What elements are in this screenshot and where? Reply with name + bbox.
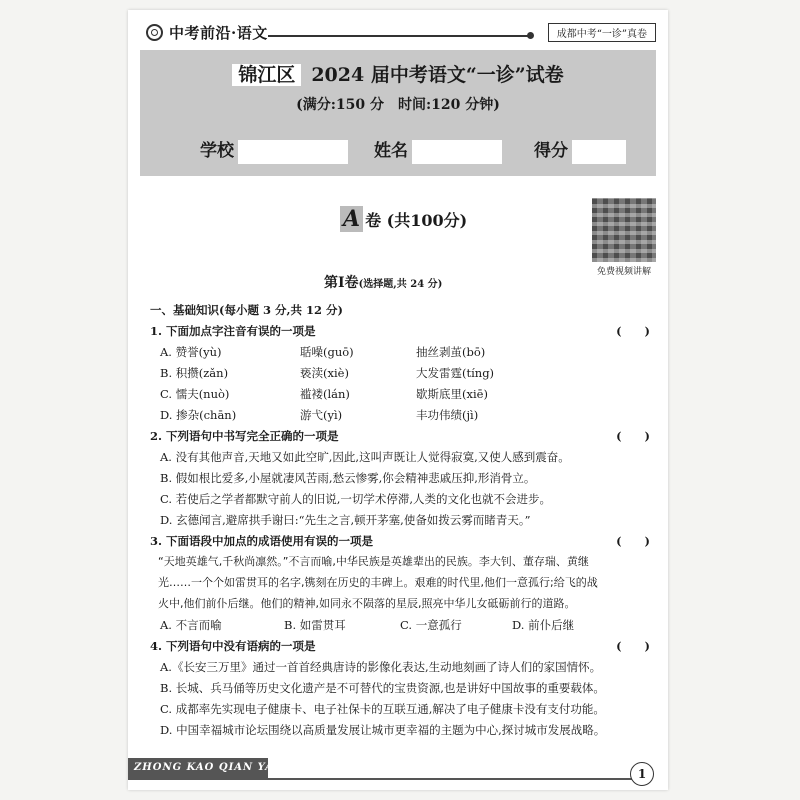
q1-row-b <box>150 363 650 384</box>
qr-code[interactable] <box>592 198 656 262</box>
q1-row-a <box>150 342 650 363</box>
q3-stem-text: 3. 下面语段中加点的成语使用有误的一项是 <box>150 534 374 548</box>
exam-title-text: 2024 届中考语文“一诊”试卷 <box>311 64 564 86</box>
footer-rule <box>268 778 638 780</box>
section-a-title <box>340 206 467 232</box>
part1-title <box>324 272 442 292</box>
exam-title <box>140 60 656 87</box>
q4-option-d: D. 中国幸福城市论坛围绕以高质量发展让城市更幸福的主题为中心,探讨城市发展战略。 <box>160 723 606 737</box>
q1-c-2: 褴褛(lán) <box>300 387 350 401</box>
q1-row-c <box>150 384 650 405</box>
q1-b-2: 亵渎(xiè) <box>300 366 349 380</box>
q4-option-c: C. 成都率先实现电子健康卡、电子社保卡的互联互通,解决了电子健康卡没有支付功能。 <box>160 702 605 716</box>
q4-stem-text: 4. 下列语句中没有语病的一项是 <box>150 639 316 653</box>
q1-row-d <box>150 405 650 426</box>
q1-d-2: 游弋(yì) <box>300 408 343 422</box>
part1-note: (选择题,共 24 分) <box>358 279 443 290</box>
q1-d-1: D. 掺杂(chān) <box>160 408 237 422</box>
q3-options <box>150 615 650 636</box>
series-title: 中考前沿·语文 <box>169 24 268 42</box>
q4-answer-paren[interactable]: ( ) <box>616 639 650 653</box>
questions <box>150 300 650 741</box>
q3-option-d: D. 前仆后继 <box>512 618 575 632</box>
q2-option-d: D. 玄德闻言,避席拱手谢曰:“先生之言,顿开茅塞,使备如拨云雾而睹青天。” <box>160 513 531 527</box>
section-a-label: 卷 (共100分) <box>365 211 468 230</box>
qr-caption: 免费视频讲解 <box>596 267 651 277</box>
q4-option-b: B. 长城、兵马俑等历史文化遗产是不可替代的宝贵资源,也是讲好中国故事的重要载体。 <box>160 681 605 695</box>
q1-stem-text: 1. 下面加点字注音有误的一项是 <box>150 324 316 338</box>
school-blank[interactable] <box>238 140 348 164</box>
q3-option-c: C. 一意孤行 <box>400 618 462 632</box>
q1-d-3: 丰功伟绩(jì) <box>416 408 479 422</box>
q3-option-a: A. 不言而喻 <box>160 618 222 632</box>
header-rule <box>268 35 530 37</box>
q2-stem-text: 2. 下列语句中书写完全正确的一项是 <box>150 429 339 443</box>
q1-a-1: A. 赞誉(yù) <box>160 345 222 359</box>
page-number: 1 <box>630 762 654 786</box>
q3-option-b: B. 如雷贯耳 <box>284 618 346 632</box>
header-tag: 成都中考“一诊”真卷 <box>548 23 656 42</box>
q3-passage-line-3: 火中,他们前仆后继。他们的精神,如同永不陨落的星辰,照亮中华儿女砥砺前行的道路。 <box>158 597 576 610</box>
school-field <box>200 136 348 164</box>
section1-title: 一、基础知识(每小题 3 分,共 12 分) <box>150 303 343 317</box>
q2-stem <box>150 426 650 447</box>
q4-stem <box>150 636 650 657</box>
q1-b-3: 大发雷霆(tíng) <box>416 366 495 380</box>
page-header <box>140 18 656 48</box>
name-label: 姓名 <box>374 141 408 161</box>
q1-c-1: C. 懦夫(nuò) <box>160 387 230 401</box>
exam-page <box>128 10 668 790</box>
q2-answer-paren[interactable]: ( ) <box>616 429 650 443</box>
part1-label: 第Ⅰ卷 <box>324 275 359 291</box>
q2-option-b: B. 假如根比爱多,小屋就凄风苦雨,愁云惨雾,你会精神悲戚压抑,形消骨立。 <box>160 471 536 485</box>
q1-a-2: 聒噪(guō) <box>300 345 354 359</box>
name-field <box>374 136 502 164</box>
q3-answer-paren[interactable]: ( ) <box>616 534 650 548</box>
q1-answer-paren[interactable]: ( ) <box>616 324 650 338</box>
target-icon <box>146 24 163 41</box>
footer-text: ZHONG KAO QIAN YAN <box>134 762 285 773</box>
district-label: 锦江区 <box>232 64 301 86</box>
score-field <box>534 136 626 164</box>
school-label: 学校 <box>200 141 234 161</box>
q1-c-3: 歇斯底里(xiē) <box>416 387 488 401</box>
q1-a-3: 抽丝剥茧(bō) <box>416 345 486 359</box>
q1-b-1: B. 积攒(zǎn) <box>160 366 229 380</box>
q4-option-a: A.《长安三万里》通过一首首经典唐诗的影像化表达,生动地刻画了诗人们的家国情怀。 <box>160 660 602 674</box>
q3-stem <box>150 531 650 552</box>
section-a-letter: A <box>340 206 363 232</box>
q1-stem <box>150 321 650 342</box>
title-banner <box>140 50 656 176</box>
exam-subtitle: (满分:150 分 时间:120 分钟) <box>296 97 500 113</box>
footer-banner <box>128 758 285 780</box>
q2-option-c: C. 若使后之学者都默守前人的旧说,一切学术停滞,人类的文化也就不会进步。 <box>160 492 552 506</box>
name-blank[interactable] <box>412 140 502 164</box>
q3-passage-line-1: “天地英雄气,千秋尚凛然。”不言而喻,中华民族是英雄辈出的民族。李大钊、董存瑞、黄继 <box>158 555 589 568</box>
score-label: 得分 <box>534 141 568 161</box>
q3-passage-line-2: 光……一个个如雷贯耳的名字,镌刻在历史的丰碑上。艰难的时代里,他们一意孤行;给飞的战 <box>158 576 598 589</box>
score-blank[interactable] <box>572 140 626 164</box>
q2-option-a: A. 没有其他声音,天地又如此空旷,因此,这叫声既让人觉得寂寞,又使人感到震奋。 <box>160 450 570 464</box>
